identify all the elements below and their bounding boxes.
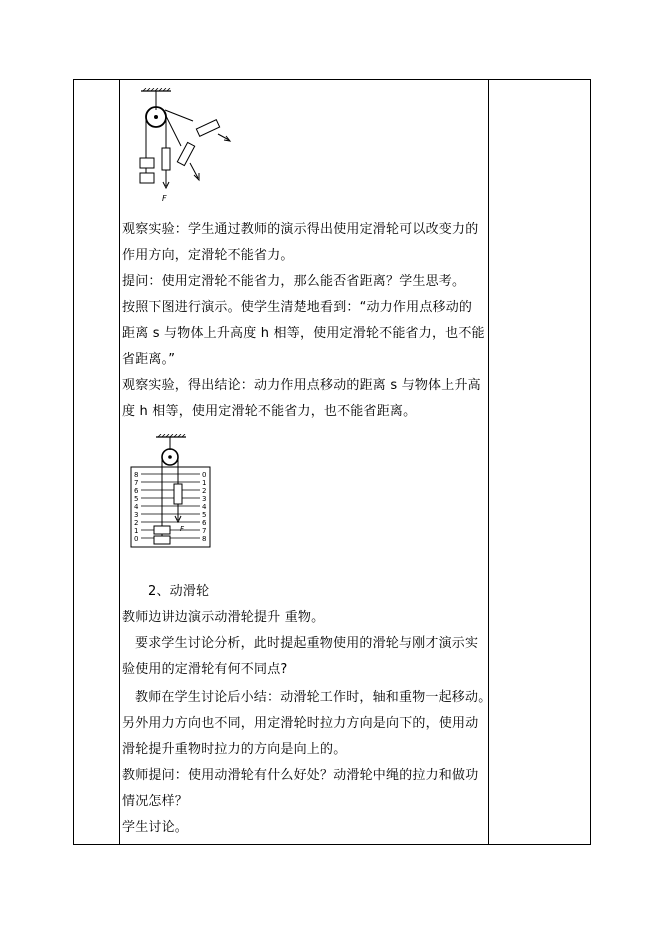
teacher-question-line-2: 情况怎样？ [122, 794, 189, 809]
right-scale [202, 471, 207, 543]
fixed-pulley-distance-figure [128, 434, 213, 552]
conclusion-paragraph-line-2: 度 h 相等，使用定滑轮不能省力，也不能省距离。 [122, 404, 417, 419]
right-scale-label: 3 [202, 495, 207, 503]
left-scale-label: 0 [134, 535, 139, 543]
right-scale-label: 4 [202, 503, 207, 511]
conclusion-paragraph-line-1: 观察实验，得出结论：动力作用点移动的距离 s 与物体上升高 [122, 378, 481, 393]
observation-paragraph-line-1: 观察实验：学生通过教师的演示得出使用定滑轮可以改变力的 [122, 222, 479, 237]
right-scale-label: 8 [202, 535, 207, 543]
demo-paragraph-line-3: 省距离。” [122, 352, 176, 367]
left-scale-label: 5 [134, 495, 139, 503]
right-scale-label: 7 [202, 527, 207, 535]
table-right-border [590, 79, 591, 845]
left-scale-label: 6 [134, 487, 139, 495]
question-paragraph: 提问：使用定滑轮不能省力，那么能否省距离？学生思考。 [122, 274, 466, 289]
right-scale-label: 0 [202, 471, 207, 479]
right-scale-label: 2 [202, 487, 207, 495]
summary-paragraph-line-1: 教师在学生讨论后小结：动滑轮工作时，轴和重物一起移动。 [135, 690, 492, 705]
teacher-question-line-1: 教师提问：使用动滑轮有什么好处？动滑轮中绳的拉力和做功 [122, 768, 479, 783]
summary-paragraph-line-3: 滑轮提升重物时拉力的方向是向上的。 [122, 742, 347, 757]
table-column-divider-1 [119, 79, 120, 845]
right-scale-label: 5 [202, 511, 207, 519]
figure2-force-label: F [180, 525, 185, 533]
table-column-divider-2 [488, 79, 489, 845]
fixed-pulley-direction-figure [125, 88, 240, 208]
student-discussion-paragraph: 学生讨论。 [122, 820, 189, 835]
table-top-border [73, 79, 591, 80]
left-scale-label: 4 [134, 503, 139, 511]
demo-paragraph-line-1: 按照下图进行演示。使学生清楚地看到：“动力作用点移动的 [122, 300, 473, 315]
table-bottom-border [73, 844, 591, 845]
left-scale-label: 7 [134, 479, 139, 487]
right-scale-label: 6 [202, 519, 207, 527]
demo-paragraph-line-2: 距离 s 与物体上升高度 h 相等，使用定滑轮不能省力，也不能 [122, 326, 485, 341]
table-left-border [73, 79, 74, 845]
teacher-demo-paragraph: 教师边讲边演示动滑轮提升 重物。 [122, 610, 325, 625]
right-scale-label: 1 [202, 479, 207, 487]
figure1-force-label: F [162, 194, 167, 203]
summary-paragraph-line-2: 另外用力方向也不同，用定滑轮时拉力方向是向下的，使用动 [122, 716, 479, 731]
left-scale [134, 471, 139, 543]
section-heading-movable-pulley: 2、动滑轮 [148, 584, 210, 599]
left-scale-label: 2 [134, 519, 139, 527]
discussion-paragraph-line-1: 要求学生讨论分析，此时提起重物使用的滑轮与刚才演示实 [135, 636, 479, 651]
left-scale-label: 1 [134, 527, 139, 535]
left-scale-label: 3 [134, 511, 139, 519]
discussion-paragraph-line-2: 验使用的定滑轮有何不同点? [122, 662, 288, 677]
observation-paragraph-line-2: 作用方向，定滑轮不能省力。 [122, 248, 294, 263]
left-scale-label: 8 [134, 471, 139, 479]
